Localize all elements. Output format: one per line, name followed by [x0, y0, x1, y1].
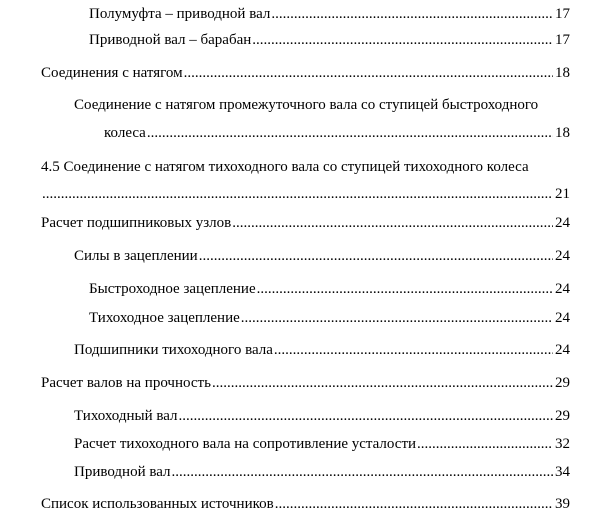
toc-entry-title: Соединения с натягом	[41, 65, 183, 81]
toc-entry-page: 24	[555, 248, 570, 264]
toc-entry-tihohodnyy-val[interactable]	[74, 408, 570, 426]
toc-entry-title: Быстроходное зацепление	[89, 281, 256, 297]
toc-entry-title: Расчет подшипниковых узлов	[41, 215, 232, 231]
toc-leader-dots	[417, 436, 553, 453]
toc-entry-title-line1[interactable]: 4.5 Соединение с натягом тихоходного вала со ступицей тихоходного колеса	[41, 159, 529, 175]
toc-leader-dots	[257, 281, 553, 298]
toc-entry-page: 32	[555, 436, 570, 452]
toc-leader-dots	[147, 125, 553, 142]
toc-leader-dots	[184, 65, 553, 82]
toc-entry-title: Список использованных источников	[41, 496, 274, 512]
toc-leader-dots	[199, 248, 553, 265]
toc-entry-title: Расчет тихоходного вала на сопротивление усталости	[74, 436, 417, 452]
toc-entry-raschet-valov[interactable]	[41, 375, 570, 393]
toc-entry-page: 17	[555, 32, 570, 48]
toc-entry-privodnoy-baraban[interactable]	[89, 32, 570, 50]
toc-entry-page: 18	[555, 65, 570, 81]
toc-leader-dots	[271, 6, 553, 23]
toc-entry-podshipnikovyh-uzlov[interactable]	[41, 215, 570, 233]
toc-entry-page: 39	[555, 496, 570, 512]
toc-leader-dots	[179, 408, 553, 425]
toc-leader-dots	[275, 496, 553, 513]
toc-leader-dots	[232, 215, 553, 232]
toc-leader-dots	[172, 464, 553, 481]
toc-entry-tihohodnogo-vala[interactable]	[41, 186, 570, 204]
toc-leader-dots	[241, 310, 553, 327]
toc-entry-title: Полумуфта – приводной вал	[89, 6, 271, 22]
toc-entry-bystrohodnoe[interactable]	[89, 281, 570, 299]
toc-entry-page: 24	[555, 310, 570, 326]
toc-entry-sily-v-zaceplenii[interactable]	[74, 248, 570, 266]
toc-entry-title: Приводной вал – барабан	[89, 32, 252, 48]
toc-entry-page: 18	[555, 125, 570, 141]
toc-leader-dots	[274, 342, 553, 359]
toc-entry-podshipniki-tihohodnogo[interactable]	[74, 342, 570, 360]
toc-entry-page: 24	[555, 281, 570, 297]
toc-entry-tihohodnoe[interactable]	[89, 310, 570, 328]
toc-entry-page: 29	[555, 375, 570, 391]
toc-entry-polumufta[interactable]	[89, 6, 570, 24]
toc-entry-title: Тихоходный вал	[74, 408, 178, 424]
toc-entry-title: Подшипники тихоходного вала	[74, 342, 273, 358]
toc-entry-title: Приводной вал	[74, 464, 171, 480]
toc-entry-spisok-istochnikov[interactable]	[41, 496, 570, 514]
toc-entry-soedineniya-s-natyagom[interactable]	[41, 65, 570, 83]
toc-entry-page: 34	[555, 464, 570, 480]
toc-leader-dots	[252, 32, 553, 49]
toc-entry-page: 24	[555, 342, 570, 358]
toc-entry-title-line2: колеса	[104, 125, 146, 141]
toc-leader-dots	[42, 186, 553, 203]
toc-entry-promezhutochnogo-vala[interactable]	[104, 125, 570, 143]
toc-entry-page: 21	[555, 186, 570, 202]
toc-entry-title: Тихоходное зацепление	[89, 310, 240, 326]
toc-entry-title-line1[interactable]: Соединение с натягом промежуточного вала со ступицей быстроходного	[74, 97, 539, 113]
toc-leader-dots	[212, 375, 553, 392]
toc-entry-title: Расчет валов на прочность	[41, 375, 211, 391]
toc-entry-privodnoy-val[interactable]	[74, 464, 570, 482]
toc-entry-ustalosti[interactable]	[74, 436, 570, 454]
toc-entry-page: 29	[555, 408, 570, 424]
toc-entry-page: 24	[555, 215, 570, 231]
toc-entry-title: Силы в зацеплении	[74, 248, 198, 264]
toc-entry-page: 17	[555, 6, 570, 22]
